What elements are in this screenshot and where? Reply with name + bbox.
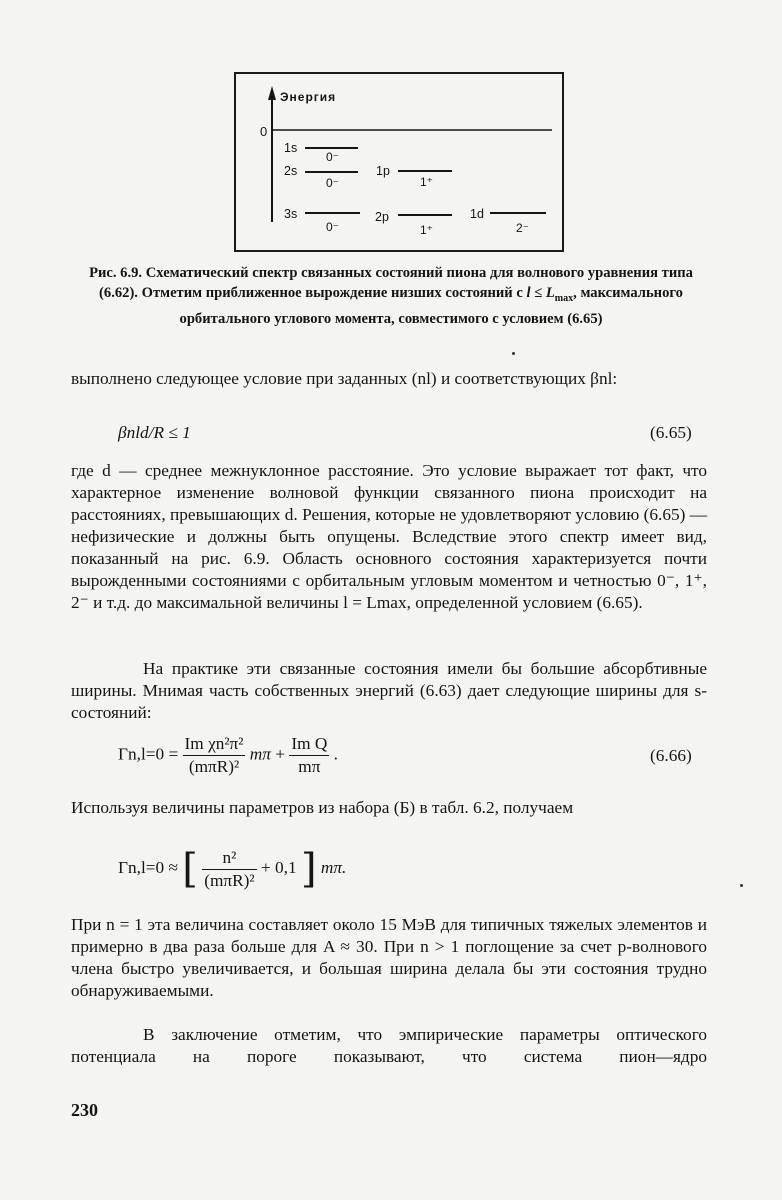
eq667-frac-num: n² <box>202 848 256 870</box>
level-state-1d: 1d <box>470 207 484 221</box>
level-parity-2p: 1⁺ <box>420 223 434 237</box>
equation-6-65-lhs: βnld/R ≤ 1 <box>118 423 191 442</box>
paragraph-3: На практике эти связанные состояния имели бы большие абсорбтивные ширины. Мнимая часть собственных энергий (6.63) дает следующие ширины для s-состояний: <box>71 659 707 722</box>
caption-label: Рис. 6.9. <box>89 265 143 281</box>
eq666-frac2 <box>289 734 329 777</box>
eq667-right-bracket: ] <box>300 846 317 892</box>
caption-le: ≤ <box>530 285 546 301</box>
eq666-frac1 <box>183 734 246 777</box>
energy-axis-arrow <box>268 86 276 100</box>
eq667-left-bracket: [ <box>182 846 198 892</box>
eq666-frac1-den: (mπR)² <box>188 757 240 776</box>
eq666-plus: + <box>275 744 286 764</box>
level-state-2p: 2p <box>375 210 389 224</box>
eq666-lhs: Γn,l=0 <box>118 744 165 764</box>
level-state-2s: 2s <box>284 164 298 178</box>
paragraph-6: В заключение отметим, что эмпирические параметры оптического потенциала на пороге показывают, что система пион—ядро <box>71 1025 707 1066</box>
paragraph-1: выполнено следующее условие при заданных (nl) и соответствующих βnl: <box>71 369 618 388</box>
caption-text-1: Схематический спектр связанных состояний пиона для волнового уравнения типа (6.62). Отметим приближенное вырождение низших состояний с <box>99 265 693 301</box>
energy-axis-label: Энергия <box>280 90 337 104</box>
eq666-dot: . <box>333 744 338 764</box>
caption-L: L <box>545 285 555 301</box>
page-number: 230 <box>71 1100 98 1120</box>
caption-text-2: , максимального орбитального углового момента, совместимого с условием (6.65) <box>179 285 683 327</box>
equation-widths <box>118 846 346 892</box>
level-state-1p: 1p <box>376 164 390 178</box>
caption-l: l <box>526 285 531 301</box>
eq667-mult: mπ. <box>320 857 347 877</box>
level-parity-2s: 0⁻ <box>326 176 340 190</box>
level-parity-1p: 1⁺ <box>420 175 434 189</box>
level-parity-1d: 2⁻ <box>516 221 530 235</box>
eq666-eq: = <box>168 744 179 764</box>
eq667-tail: + 0,1 <box>260 857 297 877</box>
eq666-frac2-den: mπ <box>298 757 321 776</box>
equation-6-66 <box>118 734 338 777</box>
print-speck <box>512 352 515 355</box>
level-state-1s: 1s <box>284 141 298 155</box>
eq667-approx: ≈ <box>168 857 178 877</box>
eq666-mult: mπ <box>249 744 271 764</box>
level-parity-3s: 0⁻ <box>326 220 340 234</box>
equation-6-65 <box>118 423 191 443</box>
eq666-frac1-num: Im χn²π² <box>183 734 246 756</box>
paragraph-2: где d — среднее межнуклонное расстояние. Это условие выражает тот факт, что характерное изменение волновой функции связанного пиона происходит на расстояниях, превышающих d. Решения, которые не удовлетворяют условию (6.65) — нефизические и должны быть опущены. Вследствие этого спектр имеет вид, показанный на рис. 6.9. Область основного состояния характеризуется почти вырожденными состояниями с орбитальным угловым моментом и четностью 0⁻, 1⁺, 2⁻ и т.д. до максимальной величины l = Lmax, определенной условием (6.65). <box>71 461 707 612</box>
level-state-3s: 3s <box>284 207 298 221</box>
paragraph-4: Используя величины параметров из набора (Б) в табл. 6.2, получаем <box>71 798 574 817</box>
figure-caption <box>84 263 698 329</box>
equation-6-66-number: (6.66) <box>650 746 692 765</box>
print-speck <box>740 884 743 887</box>
eq666-frac2-num: Im Q <box>289 734 329 756</box>
caption-max: max <box>554 292 574 304</box>
paragraph-5: При n = 1 эта величина составляет около 15 МэВ для типичных тяжелых элементов и примерно в два раза больше для A ≈ 30. При n > 1 поглощение за счет p-волнового члена быстро увеличивается, и большая ширина делала бы эти состояния трудно обнаруживаемыми. <box>71 915 707 1000</box>
level-parity-1s: 0⁻ <box>326 150 340 164</box>
eq667-frac-den: (mπR)² <box>204 870 255 890</box>
equation-6-65-number: (6.65) <box>650 423 692 442</box>
zero-label: 0 <box>260 124 268 139</box>
eq667-lhs: Γn,l=0 <box>118 857 165 877</box>
eq667-frac <box>202 848 256 891</box>
